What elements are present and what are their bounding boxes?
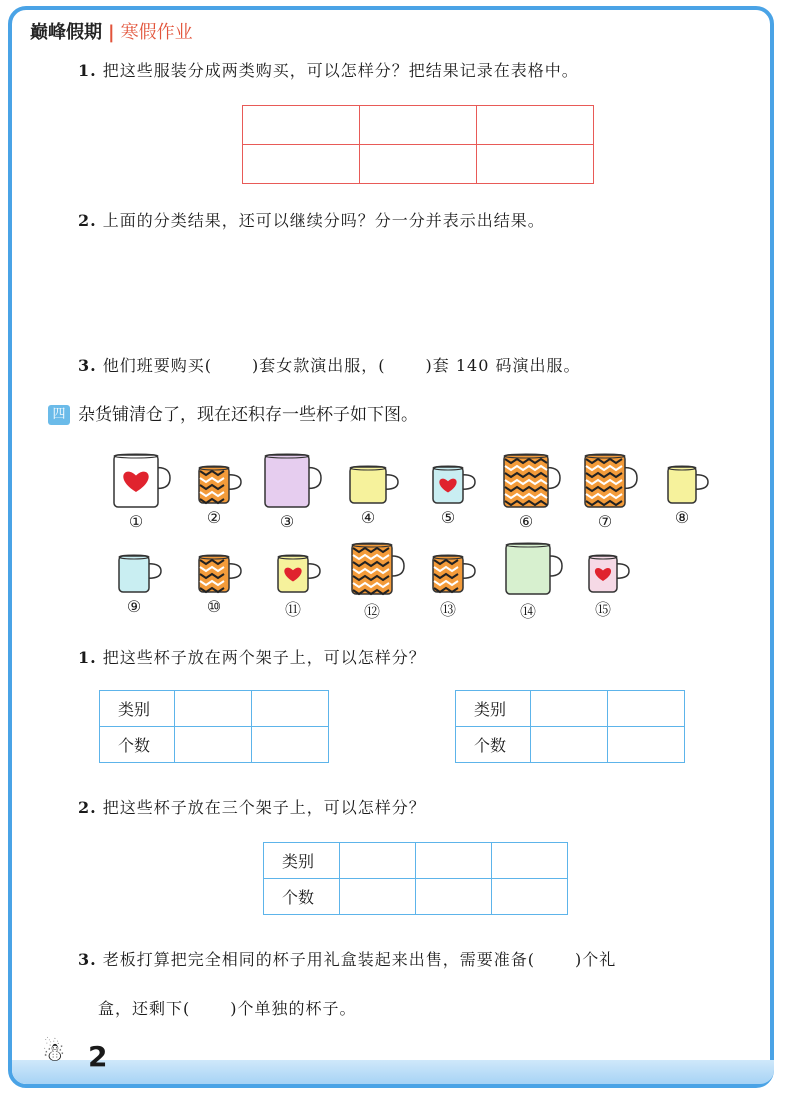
cup-item [277,553,321,619]
cup-label: ⑥ [518,512,534,531]
question-4-3 [78,947,616,970]
cup-label: ⑫ [363,602,380,621]
question-text: )套女款演出服，( [252,356,386,375]
answer-cell[interactable] [340,843,416,879]
plain-cup-icon [505,541,563,597]
cup-label: ⑦ [597,512,613,531]
cup-item [198,553,242,616]
cup-item [264,452,322,531]
answer-cell[interactable] [492,879,568,915]
answer-cell[interactable] [243,106,360,145]
cup-label: ④ [360,508,376,527]
row-header: 类别 [264,843,340,879]
cup-label: ⑪ [284,600,301,619]
cup-label: ① [128,512,144,531]
striped-cup-icon [351,541,405,597]
cup-item [349,464,399,527]
question-text: 盒，还剩下( [98,999,191,1018]
cup-item [588,553,630,619]
question-text: )套 140 码演出服。 [425,356,581,375]
question-text: )个礼 [575,950,617,969]
cup-item [118,553,162,616]
book-title: 寒假作业 [120,22,193,43]
answer-cell[interactable] [608,691,685,727]
question-text: 他们班要购买( [102,356,213,375]
question-number: 3. [78,950,97,969]
question-number: 3. [78,356,97,375]
striped-cup-icon [432,553,476,595]
heart-cup-icon [432,464,476,506]
question-text: 上面的分类结果，还可以继续分吗？分一分并表示出结果。 [102,211,545,230]
question-3-1 [78,58,579,81]
question-text: 把这些杯子放在两个架子上，可以怎样分？ [102,648,426,667]
cup-label: ⑭ [519,602,536,621]
cup-item [351,541,405,621]
heart-cup-icon [588,553,630,595]
row-header: 类别 [456,691,531,727]
page-number: 2 [88,1040,108,1073]
answer-cell[interactable] [252,691,329,727]
question-3-3 [78,353,581,376]
cup-item [584,452,638,531]
question-text: 把这些服装分成两类购买，可以怎样分？把结果记录在表格中。 [102,61,579,80]
plain-cup-icon [264,452,322,510]
answer-cell[interactable] [175,691,252,727]
section-4-heading [48,400,418,425]
page-header [30,18,193,44]
cup-label: ⑧ [674,508,690,527]
winter-scenery [12,1060,774,1084]
heart-cup-icon [277,553,321,595]
row-header: 个数 [264,879,340,915]
answer-cell[interactable] [340,879,416,915]
question-3-2 [78,208,545,231]
answer-cell[interactable] [477,106,594,145]
row-header: 个数 [456,727,531,763]
heart-cup-icon [113,452,171,510]
cup-item [198,464,242,527]
series-title: 巅峰假期 [30,22,102,43]
row-header: 个数 [100,727,175,763]
answer-cell[interactable] [252,727,329,763]
question-4-3-continued [98,996,357,1019]
cup-label: ⑤ [440,508,456,527]
answer-cell[interactable] [360,106,477,145]
cup-item [113,452,171,531]
cup-item [667,464,709,527]
answer-cell[interactable] [360,145,477,184]
question-text: 老板打算把完全相同的杯子用礼盒装起来出售，需要准备( [102,950,536,969]
two-shelf-table-right [455,690,685,763]
striped-cup-icon [584,452,638,510]
striped-cup-icon [198,464,242,506]
answer-cell[interactable] [531,691,608,727]
header-separator: | [108,22,115,43]
cup-label: ⑮ [594,600,611,619]
question-4-1 [78,645,426,668]
answer-cell[interactable] [416,843,492,879]
answer-cell[interactable] [477,145,594,184]
answer-cell[interactable] [531,727,608,763]
question-number: 2. [78,798,97,817]
answer-cell[interactable] [492,843,568,879]
section-title: 杂货铺清仓了，现在还积存一些杯子如下图。 [78,405,418,425]
question-4-2 [78,795,426,818]
cup-item [432,464,476,527]
question-text: )个单独的杯子。 [230,999,357,1018]
row-header: 类别 [100,691,175,727]
cup-item [505,541,563,621]
striped-cup-icon [503,452,561,510]
cup-label: ⑬ [439,600,456,619]
cup-label: ③ [279,512,295,531]
snowman-icon: ☃ [42,1038,66,1068]
plain-cup-icon [349,464,399,506]
answer-cell[interactable] [608,727,685,763]
answer-cell[interactable] [175,727,252,763]
cup-item [503,452,561,531]
question-number: 2. [78,211,97,230]
three-shelf-table [263,842,568,915]
plain-cup-icon [667,464,709,506]
cup-label: ⑨ [126,597,142,616]
cup-label: ② [206,508,222,527]
plain-cup-icon [118,553,162,595]
answer-cell[interactable] [243,145,360,184]
question-text: 把这些杯子放在三个架子上，可以怎样分？ [102,798,426,817]
striped-cup-icon [198,553,242,595]
cup-label: ⑩ [206,597,222,616]
clothing-answer-table [242,105,594,184]
question-number: 1. [78,61,97,80]
answer-cell[interactable] [416,879,492,915]
section-tag: 四 [48,405,70,425]
two-shelf-table-left [99,690,329,763]
question-number: 1. [78,648,97,667]
cup-item [432,553,476,619]
